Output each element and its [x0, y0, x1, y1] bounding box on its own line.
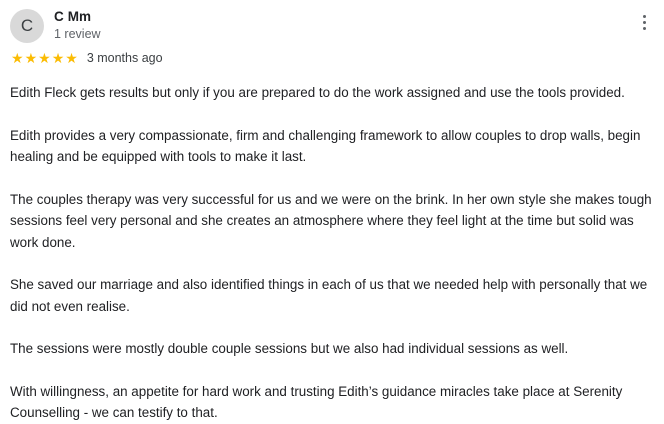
- review-paragraph: With willingness, an appetite for hard work and trusting Edith’s guidance miracles take place at Serenity Counselling - we can testify to that.: [10, 383, 623, 420]
- more-options-dot: [643, 21, 646, 24]
- star-icon: ★: [51, 50, 65, 66]
- review-timestamp: 3 months ago: [86, 51, 163, 65]
- review-paragraph: The couples therapy was very successful for us and we were on the brink. In her own style she makes tough sessions feel very personal and she creates an atmosphere where they feel light at the time but solid was work done.: [10, 191, 652, 250]
- review-paragraph: Edith provides a very compassionate, firm and challenging framework to allow couples to drop walls, begin healing and be equipped with tools to make it last.: [10, 127, 641, 164]
- star-icon: ★: [11, 50, 24, 66]
- star-icon: ★: [24, 50, 38, 66]
- review-paragraph: Edith Fleck gets results but only if you are prepared to do the work assigned and use the tools provided.: [10, 85, 625, 100]
- star-rating: [11, 51, 78, 65]
- star-icon: ★: [65, 50, 78, 66]
- review-header: [10, 8, 654, 43]
- review-paragraph: She saved our marriage and also identified things in each of us that we needed help with personally that we did not even realise.: [10, 277, 648, 314]
- reviewer-identity: [54, 8, 101, 43]
- review-paragraph: The sessions were mostly double couple sessions but we also had individual sessions as well.: [10, 341, 569, 356]
- more-options-icon[interactable]: [634, 10, 654, 34]
- reviewer-review-count: 1 review: [54, 27, 101, 41]
- reviewer-name[interactable]: C Mm: [54, 9, 92, 24]
- star-icon: ★: [38, 50, 51, 66]
- review-text: [10, 82, 654, 424]
- more-options-dot: [643, 15, 646, 18]
- rating-row: [10, 51, 654, 65]
- avatar: C: [10, 9, 44, 43]
- more-options-dot: [643, 27, 646, 30]
